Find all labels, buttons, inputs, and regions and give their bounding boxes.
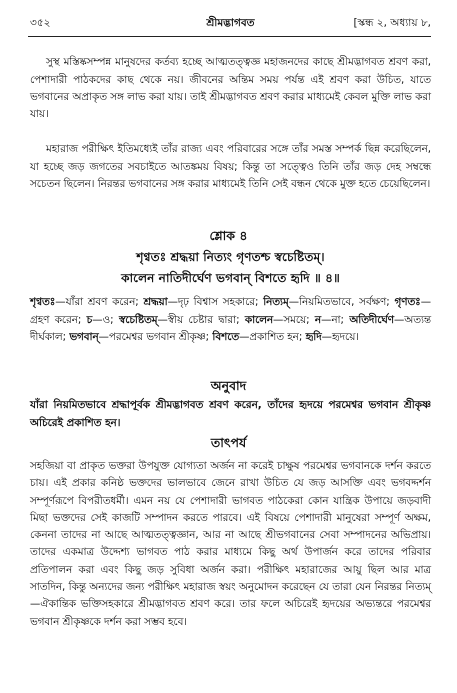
- purport-text: সহজিয়া বা প্রাকৃত ভক্তরা উপযুক্ত যোগ্যতা অর্জন না করেই চাক্ষুষ পরমেশ্বর ভগবানকে দর্শন করতে চায়। এই প্রকার কনিষ্ঠ ভক্তদের ভালভাবে জেনে রাখা উচিত যে জড় আসক্তি এবং ভগবদ্দর্শন সম্পূর্ণরূপে বিপরীতধর্মী। এমন নয় যে পেশাদারী ভাগবত পাঠকেরা কোন যান্ত্রিক উপায়ে জড়বাদী মিছা ভক্তদের সেই কাজটি সম্পাদন করতে পারবে। এই বিষয়ে পেশাদারী মানুষেরা সম্পূর্ণ অক্ষম, কেননা তাদের না আছে আত্মতত্ত্বজ্ঞান, আর না আছে শ্রীভগবানের সেবা সম্পাদনের অভিপ্রায়। তাদের একমাত্র উদ্দেশ্য ভাগবত পাঠ করার মাধ্যমে কিছু অর্থ উপার্জন করে তাদের পরিবার প্রতিপালন করা এবং কিছু জড় সুবিধা অর্জন করা। পরীক্ষিৎ মহারাজের আয়ু ছিল আর মাত্র সাতদিন, কিন্তু অন্যদের জন্য পরীক্ষিৎ মহারাজ স্বয়ং অনুমোদন করেছেন যে তারা যেন নিরন্তর নিত্যম্—ঐকান্তিক ভক্তিসহকারে শ্রীমদ্ভাগবত শ্রবণ করে। তার ফলে অচিরেই হৃদয়ের অভ্যন্তরে পরমেশ্বর ভগবান শ্রীকৃষ্ণকে দর্শন করা সম্ভব হবে।: [30, 460, 431, 628]
- synonym-meaning: হৃদয়ে।: [331, 331, 359, 343]
- page-number: ৩৫২: [30, 17, 51, 29]
- synonym-meaning: অত্যন্ত দীর্ঘকাল: [30, 313, 432, 343]
- running-header: [30, 16, 431, 34]
- synonym-meaning: প্রকাশিত হন: [249, 331, 299, 343]
- synonym-word: নিত্যম্: [263, 296, 289, 308]
- verse-heading: শ্লোক ৪: [209, 228, 248, 243]
- purport-heading: তাৎপর্য: [210, 435, 247, 450]
- synonym-word: কালেন: [244, 313, 274, 326]
- synonym-word: ন: [314, 313, 322, 326]
- translation-heading: অনুবাদ: [210, 378, 247, 393]
- verse-line-1: শৃণ্বতঃ শ্রদ্ধয়া নিত্যং গৃণতশ্চ স্বচেষ্টিতম্।: [136, 250, 325, 264]
- verse-line-2: কালেন নাতিদীর্ঘেণ ভগবান্ বিশতে হৃদি ॥ ৪॥: [121, 271, 340, 285]
- header-rule: [28, 36, 431, 37]
- intro-paragraph-1: সুস্থ মস্তিষ্কসম্পন্ন মানুষদের কর্তব্য হচ্ছে আত্মতত্ত্বজ্ঞ মহাজনদের কাছে শ্রীমদ্ভাগবত শ্রবণ করা, পেশাদারী পাঠকদের কাছ থেকে নয়। জীবনের অন্তিম সময় পর্যন্ত এই শ্রবণ করা উচিত, যাতে ভগবানের অপ্রাকৃত সঙ্গ লাভ করা যায়। তাই শ্রীমদ্ভাগবত শ্রবণ করার মাধ্যমেই কেবল মুক্তি লাভ করা যায়।: [30, 56, 431, 121]
- synonym-word: হৃদি: [305, 331, 322, 343]
- synonym-meaning: স্বীয় চেষ্টার দ্বারা: [167, 313, 237, 326]
- synonym-word: শ্রদ্ধয়া: [143, 296, 168, 308]
- synonym-word: বিশতে: [212, 331, 240, 343]
- synonym-meaning: নিয়মিতভাবে, সর্বক্ষণ: [299, 296, 387, 308]
- synonym-meaning: যাঁরা শ্রবণ করেন: [65, 296, 136, 308]
- synonym-meaning: গ্রহণ করেন: [30, 313, 78, 326]
- translation-text: যাঁরা নিয়মিতভাবে শ্রদ্ধাপূর্বক শ্রীমদ্ভাগবত শ্রবণ করেন, তাঁদের হৃদয়ে পরমেশ্বর ভগবান শ্রীকৃষ্ণ অচিরেই প্রকাশিত হন।: [30, 399, 431, 429]
- word-for-word-synonyms: শৃণ্বতঃ—যাঁরা শ্রবণ করেন; শ্রদ্ধয়া—দৃঢ় বিশ্বাস সহকারে; নিত্যম্—নিয়মিতভাবে, সর্বক্ষণ; গৃণতঃ—গ্রহণ করেন; চ—ও; স্বচেষ্টিতম্—স্বীয় চেষ্টার দ্বারা; কালেন—সময়ে; ন—না; অতিদীর্ঘেণ—অত্যন্ত দীর্ঘকাল; ভগবান্—পরমেশ্বর ভগবান শ্রীকৃষ্ণ; বিশতে—প্রকাশিত হন; হৃদি—হৃদয়ে।: [30, 296, 432, 343]
- synonym-meaning: দৃঢ় বিশ্বাস সহকারে: [177, 296, 255, 308]
- synonym-word: গৃণতঃ: [394, 296, 421, 308]
- synonym-word: চ: [86, 313, 93, 326]
- sanskrit-verse: [30, 247, 431, 289]
- synonym-meaning: পরমেশ্বর ভগবান শ্রীকৃষ্ণ: [108, 331, 206, 343]
- chapter-reference: [স্কন্ধ ২, অধ্যায় ৮,: [353, 17, 431, 29]
- synonym-word: অতিদীর্ঘেণ: [349, 313, 394, 326]
- synonym-word: শৃণ্বতঃ: [30, 296, 56, 308]
- book-title: শ্রীমদ্ভাগবত: [206, 17, 255, 29]
- synonym-meaning: না: [331, 313, 341, 326]
- synonym-meaning: সময়ে: [283, 313, 307, 326]
- synonym-word: ভগবান্: [69, 331, 99, 343]
- intro-paragraph-2: মহারাজ পরীক্ষিৎ ইতিমধ্যেই তাঁর রাজ্য এবং পরিবারের সঙ্গে তাঁর সমস্ত সম্পর্ক ছিন্ন করেছিলেন, যা হচ্ছে জড় জগতের সবচাইতে আতঙ্কময় বিষয়; কিন্তু তা সত্ত্বেও তিনি তাঁর জড় দেহ সম্বন্ধে সচেতন ছিলেন। নিরন্তর ভগবানের সঙ্গ করার মাধ্যমেই তিনি সেই বন্ধন থেকে মুক্ত হতে চেয়েছিলেন।: [30, 143, 431, 190]
- synonym-word: স্বচেষ্টিতম্: [118, 313, 158, 326]
- synonym-meaning: ও: [102, 313, 111, 326]
